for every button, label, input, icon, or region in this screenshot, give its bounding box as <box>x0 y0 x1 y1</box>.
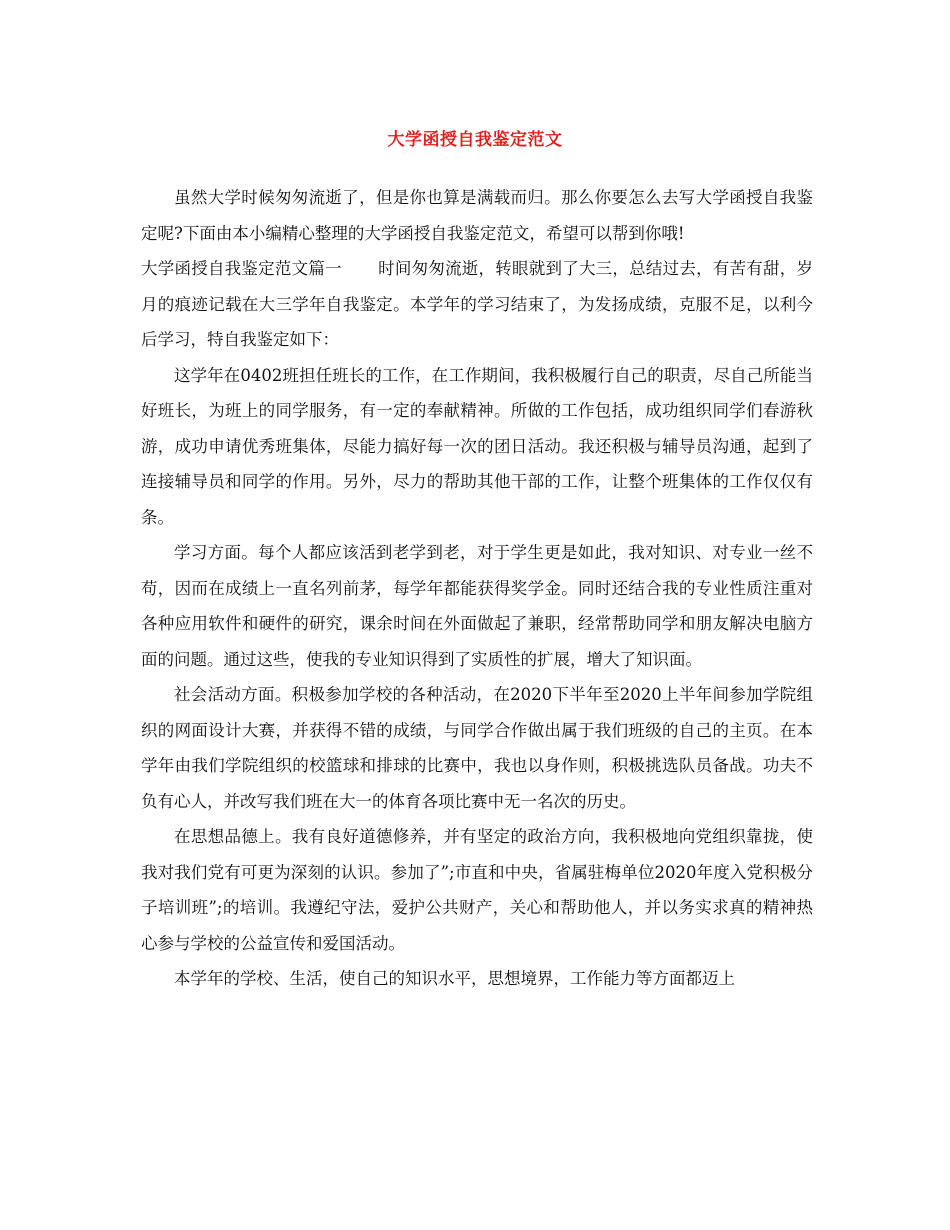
body-paragraph-class-monitor: 这学年在0402班担任班长的工作，在工作期间，我积极履行自己的职责，尽自己所能当好班长，为班上的同学服务，有一定的奉献精神。所做的工作包括，成功组织同学们春游秋游，成功申请优秀班集体，尽能力搞好每一次的团日活动。我还积极与辅导员沟通，起到了连接辅导员和同学的作用。另外，尽力的帮助其他干部的工作，让整个班集体的工作仅仅有条。 <box>141 365 813 527</box>
document-body <box>141 180 813 997</box>
intro-paragraph: 虽然大学时候匆匆流逝了，但是你也算是满载而归。那么你要怎么去写大学函授自我鉴定呢?下面由本小编精心整理的大学函授自我鉴定范文，希望可以帮到你哦! <box>141 188 813 243</box>
section-heading: 大学函授自我鉴定范文篇一 <box>141 259 342 278</box>
body-paragraph-moral-character: 在思想品德上。我有良好道德修养，并有坚定的政治方向，我积极地向党组织靠拢，使我对我们党有可更为深刻的认识。参加了”;市直和中央，省属驻梅单位2020年度入党积极分子培训班”;的培训。我遵纪守法，爱护公共财产，关心和帮助他人，并以务实求真的精神热心参与学校的公益宣传和爱国活动。 <box>141 827 813 953</box>
section-paragraph <box>141 251 813 358</box>
body-paragraph-study: 学习方面。每个人都应该活到老学到老，对于学生更是如此，我对知识、对专业一丝不苟，因而在成绩上一直名列前茅，每学年都能获得奖学金。同时还结合我的专业性质注重对各种应用软件和硬件的研究，课余时间在外面做起了兼职，经常帮助同学和朋友解决电脑方面的问题。通过这些，使我的专业知识得到了实质性的扩展，增大了知识面。 <box>141 543 813 669</box>
body-paragraph-conclusion: 本学年的学校、生活，使自己的知识水平，思想境界，工作能力等方面都迈上 <box>174 969 735 988</box>
document-title: 大学函授自我鉴定范文 <box>387 130 563 150</box>
body-paragraph-social-activities: 社会活动方面。积极参加学校的各种活动，在2020下半年至2020上半年间参加学院组织的网面设计大赛，并获得不错的成绩，与同学合作做出属于我们班级的自己的主页。在本学年由我们学院组织的校篮球和排球的比赛中，我也以身作则，积极挑选队员备战。功夫不负有心人，并改写我们班在大一的体育各项比赛中无一名次的历史。 <box>141 685 813 811</box>
section-opening-text: 时间匆匆流逝，转眼就到了大三，总结过去，有苦有甜，岁月的痕迹记载在大三学年自我鉴定。本学年的学习结束了，为发扬成绩，克服不足，以利今后学习，特自我鉴定如下： <box>141 259 814 349</box>
